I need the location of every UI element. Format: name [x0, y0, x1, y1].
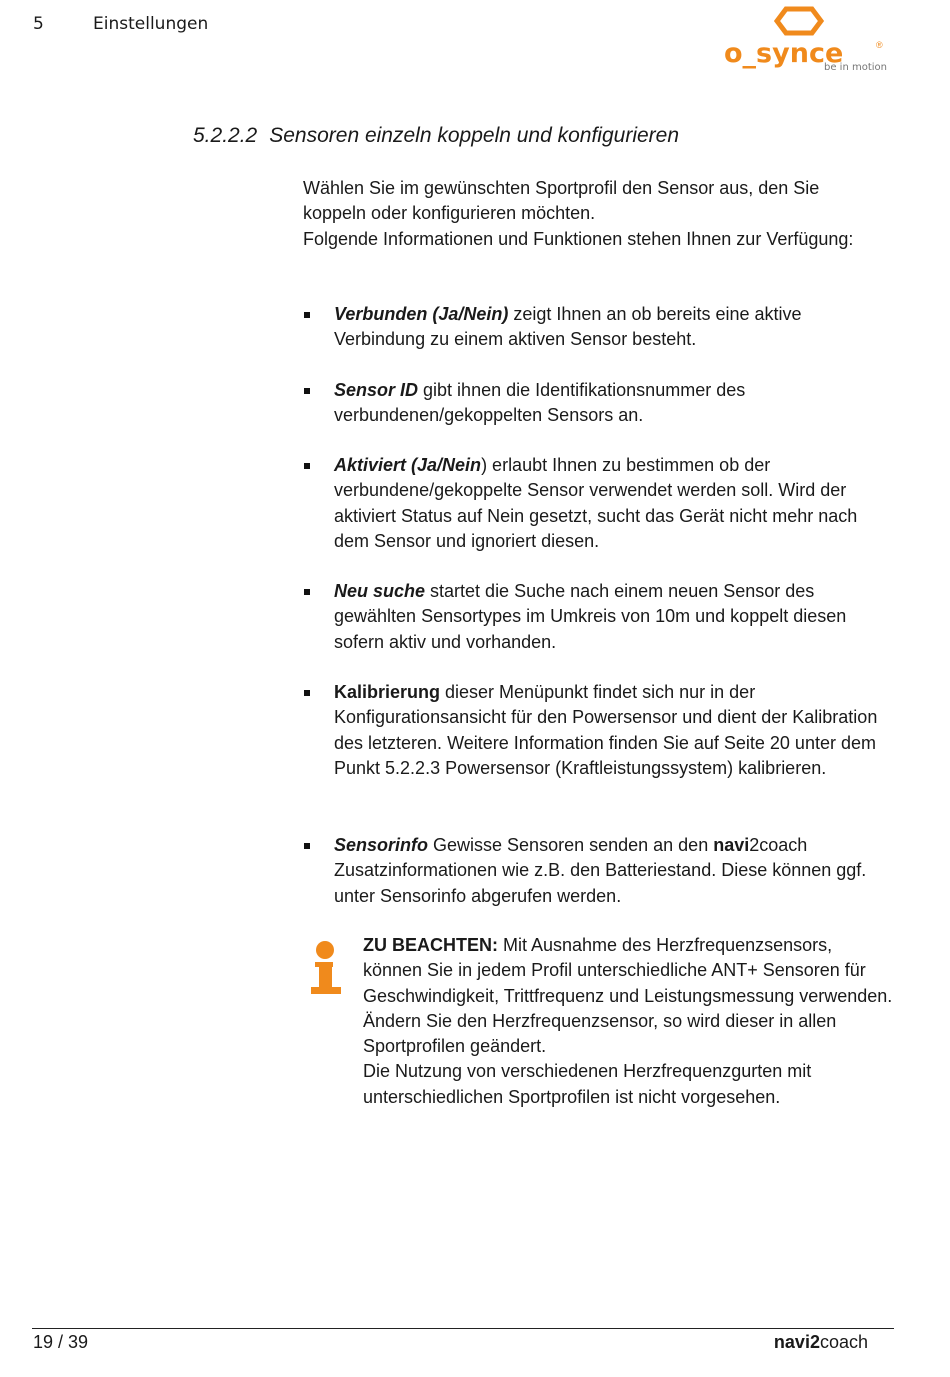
bullet-term: Sensorinfo [334, 835, 429, 855]
note-text-2: Die Nutzung von verschiedenen Herzfrequenzgurten mit unterschiedlichen Sportprofilen ist nicht vorgesehen. [363, 1061, 812, 1107]
bullet-marker [304, 312, 310, 318]
bullet-text: startet die Suche nach einem neuen Sensor des gewählten Sensortypes im Umkreis von 10m und koppelt diesen sofern aktiv und vorhanden. [334, 581, 847, 652]
bullet-marker [304, 589, 310, 595]
intro-paragraph-1: Wählen Sie im gewünschten Sportprofil den Sensor aus, den Sie koppeln oder konfigurieren möchten. [303, 178, 820, 224]
chapter-title: Einstellungen [93, 14, 209, 34]
note-label: ZU BEACHTEN: [363, 935, 498, 955]
registered-mark: ® [876, 40, 883, 50]
bullet-text: dieser Menüpunkt findet sich nur in der Konfigurationsansicht für den Powersensor und dient der Kalibration des letzteren. Weitere Information finden Sie auf Seite 20 unter dem Punkt 5.2.2.3 Powersensor (Kraftleistungssystem) kalibrieren. [334, 682, 878, 778]
bullet-marker [304, 463, 310, 469]
bullet-term: Kalibrierung [334, 682, 441, 702]
bullet-term: Neu suche [334, 581, 426, 601]
bullet-marker [304, 690, 310, 696]
list-item [303, 378, 883, 429]
section-heading [193, 124, 679, 148]
bullet-term: Verbunden (Ja/Nein) [334, 304, 509, 324]
note-box [363, 933, 893, 1110]
bullet-term: Aktiviert (Ja/Nein [334, 455, 482, 475]
logo-ring-icon [774, 6, 824, 36]
logo-wordmark: o_synce [724, 38, 844, 69]
list-item [303, 680, 883, 781]
logo-tagline: be in motion [824, 62, 887, 73]
list-item [303, 302, 883, 353]
bullet-term: Sensor ID [334, 380, 419, 400]
footer-brand-rest: coach [819, 1332, 868, 1352]
section-number: 5.2.2.2 [193, 124, 258, 147]
bullet-marker [304, 388, 310, 394]
list-item [303, 453, 883, 554]
intro-paragraph-2: Folgende Informationen und Funktionen stehen Ihnen zur Verfügung: [303, 228, 854, 249]
chapter-number: 5 [33, 14, 44, 34]
footer-brand [774, 1332, 868, 1353]
o-synce-logo [722, 4, 892, 74]
info-icon [305, 940, 345, 996]
page-number: 19 / 39 [33, 1332, 89, 1352]
brand-name-rest: 2coach [749, 835, 808, 855]
note-text-1: Mit Ausnahme des Herzfrequenzsensors, können Sie in jedem Profil unterschiedliche ANT+ Sensoren für Geschwindigkeit, Trittfrequenz und Leistungsmessung verwenden. Ändern Sie den Herzfrequenzsensor, so wird dieser in allen Sportprofilen geändert. [363, 935, 893, 1057]
bullet-marker [304, 843, 310, 849]
footer-divider [32, 1328, 894, 1329]
bullet-text: zeigt Ihnen an ob bereits eine aktive Verbindung zu einem aktiven Sensor besteht. [334, 304, 802, 350]
footer-brand-bold: navi2 [773, 1332, 820, 1352]
bullet-text: Gewisse Sensoren senden an den [428, 835, 714, 855]
list-item [303, 579, 883, 655]
bullet-text: ) erlaubt Ihnen zu bestimmen ob der verbundene/gekoppelte Sensor verwendet werden soll. Wird der aktiviert Status auf Nein gesetzt, sucht das Gerät nicht mehr nach dem Sensor und ignoriert diesen. [334, 455, 858, 551]
list-item [303, 833, 883, 909]
intro-text [303, 176, 883, 252]
section-title-text: Sensoren einzeln koppeln und konfigurieren [269, 124, 680, 147]
bullet-text-after: Zusatzinformationen wie z.B. den Batteriestand. Diese können ggf. unter Sensorinfo abgerufen werden. [334, 860, 867, 906]
brand-name-bold: navi [713, 835, 750, 855]
bullet-text: gibt ihnen die Identifikationsnummer des verbundenen/gekoppelten Sensors an. [334, 380, 746, 426]
